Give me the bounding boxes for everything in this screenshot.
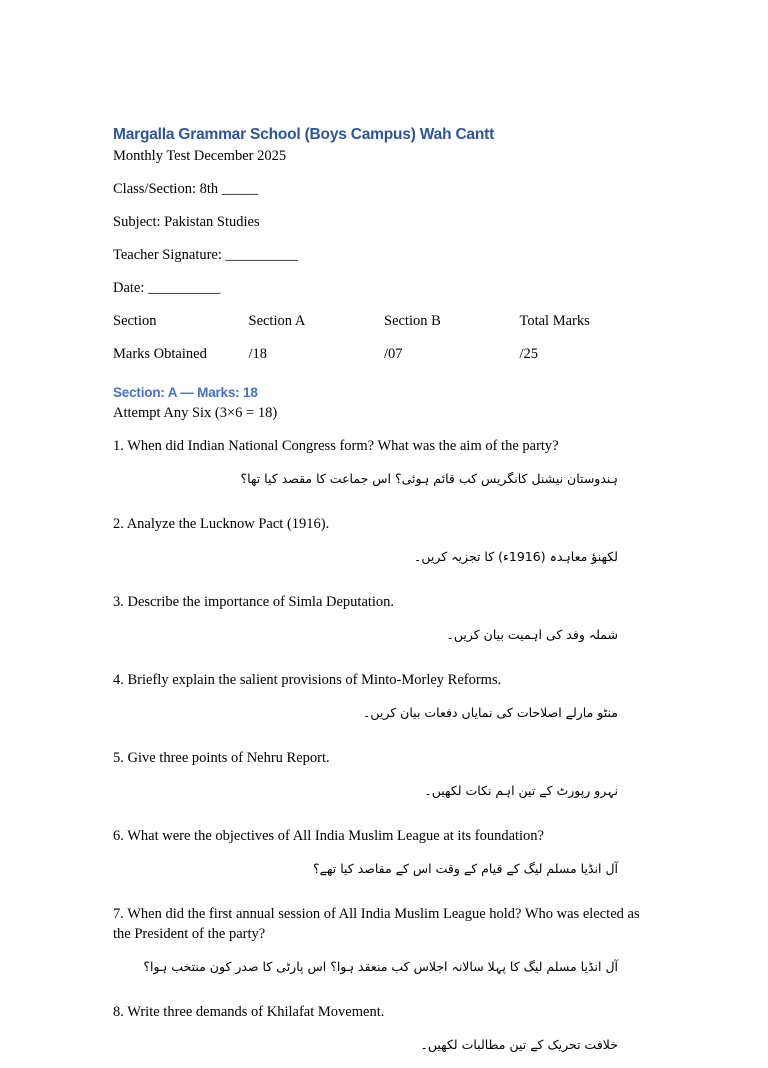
marks-table-header-row xyxy=(113,311,658,332)
table-cell: Section A xyxy=(248,313,306,329)
subject-line: Subject: Pakistan Studies xyxy=(113,214,260,230)
date-field: Date: __________ xyxy=(113,280,221,296)
test-name: Monthly Test December 2025 xyxy=(113,148,287,164)
question-urdu: خلافت تحریک کے تین مطالبات لکھیں۔ xyxy=(420,1037,618,1052)
question-urdu: نہرو رپورٹ کے تین اہم نکات لکھیں۔ xyxy=(424,782,618,798)
table-cell: Section xyxy=(113,313,157,329)
question-item xyxy=(113,748,658,801)
section-a-instruction: Attempt Any Six (3×6 = 18) xyxy=(113,404,278,421)
table-cell: /07 xyxy=(384,346,403,362)
table-cell: Section B xyxy=(384,313,441,329)
teacher-signature-field: Teacher Signature: __________ xyxy=(113,247,299,263)
table-cell: Marks Obtained xyxy=(113,346,207,362)
question-item xyxy=(113,592,658,645)
question-english: 4. Briefly explain the salient provisions of Minto-Morley Reforms. xyxy=(113,671,502,688)
question-english: 7. When did the first annual session of All India Muslim League hold? Who was elected as the President of the party? xyxy=(113,905,640,942)
question-item xyxy=(113,1002,658,1055)
test-paper xyxy=(113,124,658,1068)
question-english: 2. Analyze the Lucknow Pact (1916). xyxy=(113,515,330,532)
question-list xyxy=(113,436,658,1056)
marks-table-row xyxy=(113,344,658,365)
class-section-field: Class/Section: 8th _____ xyxy=(113,181,258,197)
question-item xyxy=(113,436,658,489)
question-english: 3. Describe the importance of Simla Deputation. xyxy=(113,593,395,610)
question-urdu: لکھنؤ معاہدہ (1916ء) کا تجزیہ کریں۔ xyxy=(414,548,618,564)
question-english: 1. When did Indian National Congress form? What was the aim of the party? xyxy=(113,437,559,454)
question-urdu: منٹو مارلے اصلاحات کی نمایاں دفعات بیان کریں۔ xyxy=(363,704,618,720)
question-urdu: آل انڈیا مسلم لیگ کے قیام کے وقت اس کے مقاصد کیا تھے؟ xyxy=(313,860,618,876)
school-title: Margalla Grammar School (Boys Campus) Wah Cantt xyxy=(113,126,495,143)
table-cell: Total Marks xyxy=(519,313,590,329)
question-item xyxy=(113,904,658,978)
question-item xyxy=(113,826,658,879)
question-english: 5. Give three points of Nehru Report. xyxy=(113,749,330,766)
table-cell: /18 xyxy=(248,346,268,362)
section-a-heading: Section: A — Marks: 18 xyxy=(113,384,258,400)
table-cell: /25 xyxy=(519,346,539,362)
marks-table xyxy=(113,311,658,365)
question-urdu: آل انڈیا مسلم لیگ کا پہلا سالانہ اجلاس کب منعقد ہوا؟ اس پارٹی کا صدر کون منتخب ہوا؟ xyxy=(143,959,618,974)
question-english: 6. What were the objectives of All India Muslim League at its foundation? xyxy=(113,827,544,844)
question-urdu: شملہ وفد کی اہمیت بیان کریں۔ xyxy=(446,626,618,642)
question-item xyxy=(113,670,658,723)
question-urdu: ہندوستان نیشنل کانگریس کب قائم ہوئی؟ اس جماعت کا مقصد کیا تھا؟ xyxy=(240,470,618,486)
question-english: 8. Write three demands of Khilafat Movement. xyxy=(113,1004,385,1020)
question-item xyxy=(113,514,658,567)
